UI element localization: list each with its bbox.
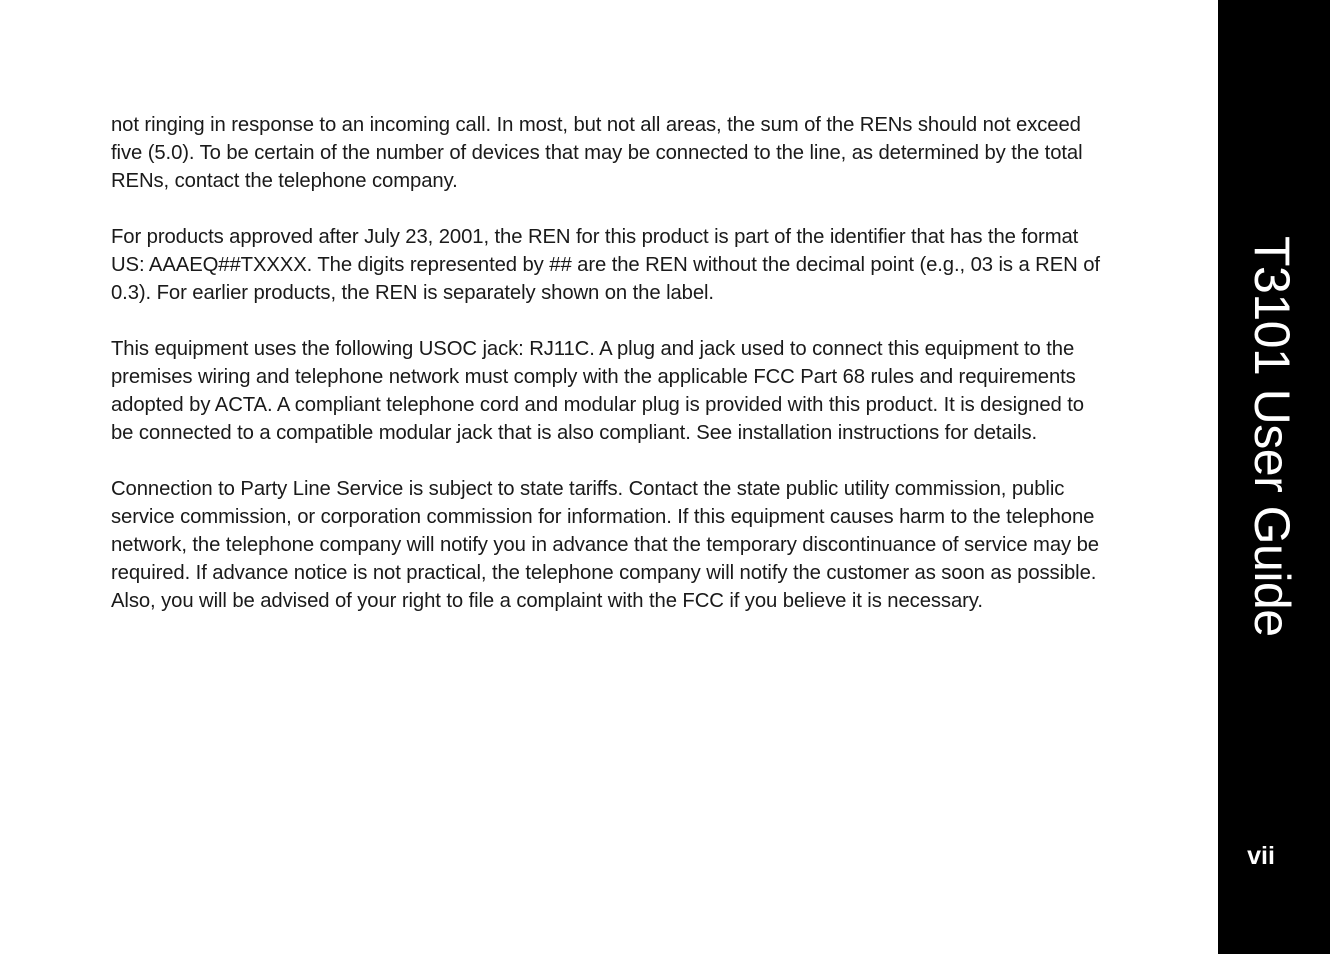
paragraph-usoc-jack: This equipment uses the following USOC jack: RJ11C. A plug and jack used to connect this equipment to the premises wiring and telephone network must comply with the applicable FCC Part 68 rules and requirements adopted by ACTA. A compliant telephone cord and modular plug is provided with this product. It is designed to be connected to a compatible modular jack that is also compliant. See installation instructions for details. [111,338,1084,444]
page-body [111,111,1111,643]
paragraph-ren-format: For products approved after July 23, 2001, the REN for this product is part of the identifier that has the format US: AAAEQ##TXXXX. The digits represented by ## are the REN without the decimal point (e.g., 03 is a REN of 0.3). For earlier products, the REN is separately shown on the label. [111,226,1100,304]
page-number: vii [1247,842,1275,870]
paragraph-ren-sum: not ringing in response to an incoming call. In most, but not all areas, the sum of the RENs should not exceed five (5.0). To be certain of the number of devices that may be connected to the line, as determined by the total RENs, contact the telephone company. [111,114,1083,192]
guide-title: T3101 User Guide [1244,236,1300,637]
paragraph-party-line: Connection to Party Line Service is subject to state tariffs. Contact the state public utility commission, public service commission, or corporation commission for information. If this equipment causes harm to the telephone network, the telephone company will notify you in advance that the temporary discontinuance of service may be required. If advance notice is not practical, the telephone company will notify the customer as soon as possible. Also, you will be advised of your right to file a complaint with the FCC if you believe it is necessary. [111,478,1099,612]
